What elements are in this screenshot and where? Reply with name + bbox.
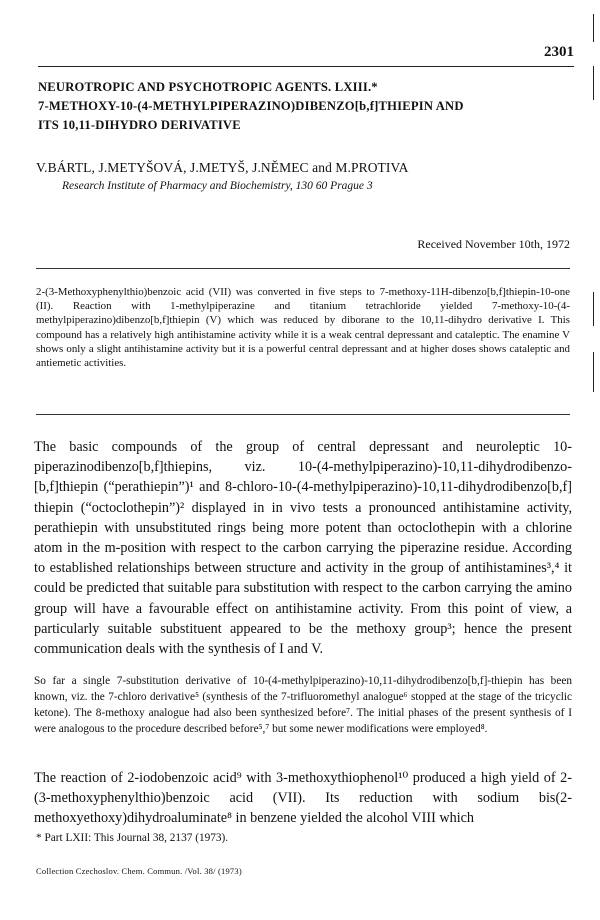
body-paragraph-small: So far a single 7-substitution derivative of 10-(4-methylpiperazino)-10,11-dihydrodibenzo[b,f]-thiepin has been known, viz. the 7-chloro derivative⁵ (synthesis of the 7-trifluoromethyl analogue⁶ stopped at the stage of the tricyclic ketone). The 8-methoxy analogue had also been synthesized before⁷. The initial phases of the present synthesis of I were analogous to the procedure described before⁵,⁷ but some newer modifications were employed⁸. <box>34 675 572 735</box>
article-title <box>38 78 572 135</box>
affiliation: Research Institute of Pharmacy and Biochemistry, 130 60 Prague 3 <box>62 180 373 192</box>
journal-footer: Collection Czechoslov. Chem. Commun. /Vol. 38/ (1973) <box>36 866 242 876</box>
abstract: 2-(3-Methoxyphenylthio)benzoic acid (VII) was converted in five steps to 7-methoxy-11H-dibenzo[b,f]thiepin-10-one (II). Reaction with 1-methylpiperazine and titanium tetrachloride yielded 7-methoxy-10-(4-methylpiperazino)dibenzo[b,f]thiepin (V) which was reduced by diborane to the 10,11-dihydro derivative I. This compound has a relatively high antihistamine activity while it is a weak central depressant and cataleptic. The enamine V shows only a slight antihistamine activity but it is a powerful central depressant and at higher doses shows cataleptic and antiemetic activities. <box>36 286 570 370</box>
margin-mark <box>593 66 595 100</box>
body-paragraph: The reaction of 2-iodobenzoic acid⁹ with 3-methoxythiophenol¹⁰ produced a high yield of 2-(3-methoxyphenylthio)benzoic acid (VII). Its reduction with sodium bis(2-methoxyethoxy)dihydroaluminate⁸ in benzene yielded the alcohol VIII which <box>34 770 572 827</box>
author-list: V.BÁRTL, J.METYŠOVÁ, J.METYŠ, J.NĚMEC and M.PROTIVA <box>36 160 409 175</box>
page-number: 2301 <box>544 44 574 60</box>
title-line: NEUROTROPIC AND PSYCHOTROPIC AGENTS. LXIII.* <box>38 80 378 94</box>
margin-mark <box>593 14 595 42</box>
abstract-bottom-rule <box>36 414 570 415</box>
abstract-top-rule <box>36 268 570 269</box>
margin-mark <box>593 292 595 326</box>
footnote: * Part LXII: This Journal 38, 2137 (1973). <box>36 832 229 844</box>
margin-mark <box>593 352 595 392</box>
title-line: 7-METHOXY-10-(4-METHYLPIPERAZINO)DIBENZO[b,f]THIEPIN AND <box>38 99 464 113</box>
header-rule <box>38 66 574 67</box>
title-line: ITS 10,11-DIHYDRO DERIVATIVE <box>38 118 241 132</box>
body-paragraph: The basic compounds of the group of central depressant and neuroleptic 10-piperazinodibenzo[b,f]thiepins, viz. 10-(4-methylpiperazino)-10,11-dihydrodibenzo-[b,f]thiepin (“perathiepin”)¹ and 8-chloro-10-(4-methylpiperazino)-10,11-dihydrodibenzo[b,f] thiepin (“octoclothepin”)² displayed in in vivo tests a pronounced antihistamine activity, perathiepin with unsubstituted rings being more potent than octoclothepin with a chlorine atom in the m-position with respect to the carbon carrying the piperazine residue. According to established relationships between structure and activity in the group of antihistamines³,⁴ it could be predicted that suitable para substitution with respect to the carbon carrying the amino group will have a favourable effect on antihistamine activity. From this point of view, a particularly suitable substituent appeared to be the methoxy group³; hence the present communication deals with the synthesis of I and V. <box>34 439 572 658</box>
received-date: Received November 10th, 1972 <box>417 237 570 251</box>
